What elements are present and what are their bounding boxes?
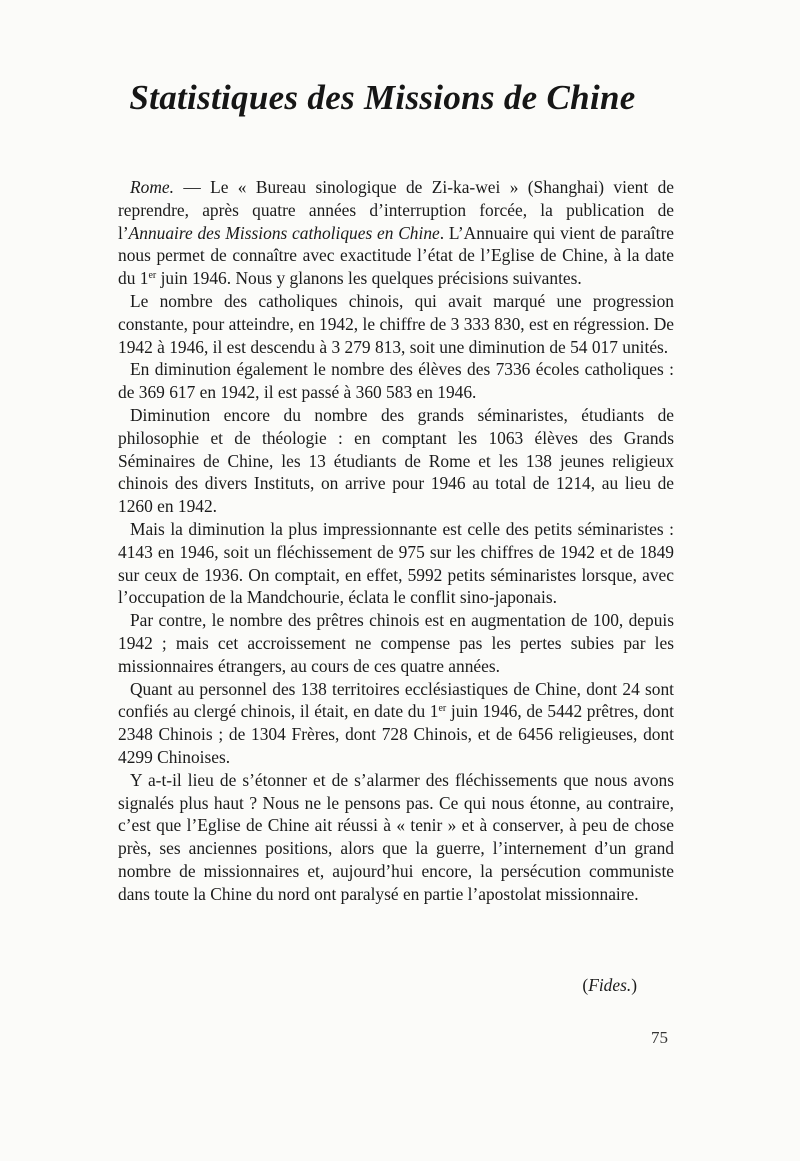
- paragraph-intro: Rome. — Le « Bureau sinologique de Zi-ka-wei » (Shanghai) vient de reprendre, après quatre années d’interruption forcée, la publication de l’Annuaire des Missions catholiques en Chine. L’Annuaire qui vient de paraître nous permet de connaître avec exactitude l’état de l’Eglise de Chine, à la date du 1er juin 1946. Nous y glanons les quelques précisions suivantes.: [118, 177, 674, 289]
- paragraph: Y a-t-il lieu de s’étonner et de s’alarmer des fléchissements que nous avons signalés plus haut ? Nous ne le pensons pas. Ce qui nous étonne, au contraire, c’est que l’Eglise de Chine ait réussi à « tenir » et à conserver, à peu de chose près, ses anciennes positions, alors que la guerre, l’internement d’un grand nombre de missionnaires et, aujourd’hui encore, la persécution communiste dans toute la Chine du nord ont paralysé en partie l’apostolat missionnaire.: [118, 769, 674, 904]
- paragraph: Quant au personnel des 138 territoires ecclésiastiques de Chine, dont 24 sont confiés au clergé chinois, il était, en date du 1er juin 1946, de 5442 prêtres, dont 2348 Chinois ; de 1304 Frères, dont 728 Chinois, et de 6456 religieuses, dont 4299 Chinoises.: [118, 678, 674, 767]
- paragraph: Diminution encore du nombre des grands séminaristes, étudiants de philosophie et de théologie : en comptant les 1063 élèves des Grands Séminaires de Chine, les 13 étudiants de Rome et les 138 jeunes religieux chinois des divers Instituts, on arrive pour 1946 au total de 1214, au lieu de 1260 en 1942.: [118, 404, 674, 517]
- paragraph: Le nombre des catholiques chinois, qui avait marqué une progression constante, pour atteindre, en 1942, le chiffre de 3 333 830, est en régression. De 1942 à 1946, il est descendu à 3 279 813, soit une diminution de 54 017 unités.: [118, 290, 674, 357]
- paragraph: Mais la diminution la plus impressionnante est celle des petits séminaristes : 4143 en 1946, soit un fléchissement de 975 sur les chiffres de 1942 et de 1849 sur ceux de 1936. On comptait, en effet, 5992 petits séminaristes lorsque, avec l’occupation de la Mandchourie, éclata le conflit sino-japonais.: [118, 518, 674, 608]
- paragraph: En diminution également le nombre des élèves des 7336 écoles catholiques : de 369 617 en 1942, il est passé à 360 583 en 1946.: [118, 359, 674, 403]
- article-body: [118, 176, 674, 906]
- dateline: Rome.: [130, 177, 174, 197]
- publication-title: Annuaire des Missions catholiques en Chine: [128, 222, 440, 243]
- page-number: 75: [651, 1028, 668, 1047]
- source-signature: (Fides.): [582, 975, 637, 995]
- page-title: Statistiques des Missions de Chine: [129, 78, 636, 117]
- paragraph: Par contre, le nombre des prêtres chinois est en augmentation de 100, depuis 1942 ; mais cet accroissement ne compense pas les pertes subies par les missionnaires étrangers, au cours de ces quatre années.: [118, 610, 674, 676]
